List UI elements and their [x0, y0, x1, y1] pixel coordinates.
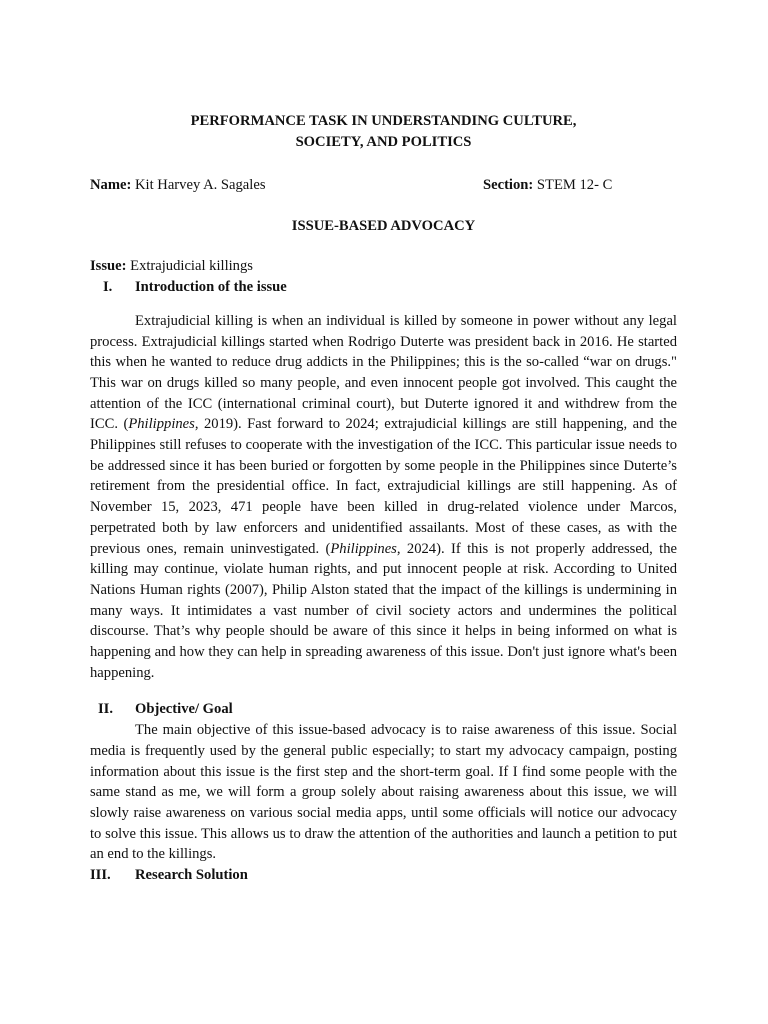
citation-1: Philippines [128, 416, 195, 433]
section-title-3: Research Solution [135, 867, 248, 884]
name-value: Kit Harvey A. Sagales [131, 177, 266, 193]
section-numeral-1: I. [103, 279, 113, 296]
document-title-line-1: PERFORMANCE TASK IN UNDERSTANDING CULTURE, [190, 113, 577, 129]
intro-text-c: , 2024). If this is not properly addressed, the killing may continue, violate human rights, and put innocent people at risk. According to United Nations Human rights (2007), Philip Alston stated that the impact of the killings is undermining in many ways. It intimidates a vast number of civil society actors and undermines the political discourse. That’s why people should be aware of this since it helps in being informed on what is happening and how they can help in spreading awareness of this issue. Don't just ignore what's been happening. [90, 540, 677, 681]
section-heading-3 [90, 865, 677, 886]
intro-text-b: , 2019). Fast forward to 2024; extrajudicial killings are still happening, and the Philippines still refuses to cooperate with the investigation of the ICC. This particular issue needs to be addressed since it has been buried or forgotten by some people in the Philippines since Duterte’s retirement from the presidential office. In fact, extrajudicial killings are still happening. As of November 15, 2023, 471 people have been killed in drug-related violence under Marcos, perpetrated both by law enforcers and unidentified assailants. Most of these cases, as with the previous ones, remain uninvestigated. ( [90, 416, 678, 557]
objective-paragraph: The main objective of this issue-based advocacy is to raise awareness of this issue. Social media is frequently used by the general public especially; to start my advocacy campaign, posting information about this issue is the first step and the short-term goal. If I find some people with the same stand as me, we will form a group solely about raising awareness about this issue, we will slowly raise awareness on various social media apps, until some officials will notice our advocacy to solve this issue. This allows us to draw the attention of the authorities and launch a petition to put an end to the killings. [90, 722, 677, 863]
intro-text-a: Extrajudicial killing is when an individual is killed by someone in power without any legal process. Extrajudicial killings started when Rodrigo Duterte was president back in 2016. He started this when he wanted to reduce drug addicts in the Philippines; this is the so-called “war on drugs." This war on drugs killed so many people, and even innocent people got involved. This caught the attention of the ICC (international criminal court), but Duterte ignored it and withdrew from the ICC. ( [90, 312, 677, 433]
issue-label: Issue: [90, 258, 127, 275]
name-field [90, 175, 266, 196]
section-field [483, 175, 677, 196]
section-numeral-3: III. [90, 867, 111, 884]
section-label: Section: [483, 177, 534, 193]
author-info-row [90, 175, 677, 196]
section-value: STEM 12- C [533, 177, 613, 193]
section-title-2: Objective/ Goal [135, 701, 233, 718]
section-heading-2 [90, 699, 677, 720]
advocacy-title: ISSUE-BASED ADVOCACY [291, 217, 476, 234]
section-title-1: Introduction of the issue [135, 279, 287, 296]
citation-2: Philippines [330, 540, 397, 557]
document-page [90, 111, 677, 886]
issue-value: Extrajudicial killings [126, 258, 253, 275]
introduction-paragraph [90, 311, 677, 684]
section-heading-1 [90, 277, 677, 298]
name-label: Name: [90, 177, 132, 193]
document-title-line-2: SOCIETY, AND POLITICS [295, 134, 472, 150]
issue-field [90, 256, 677, 277]
section-numeral-2: II. [98, 701, 114, 718]
